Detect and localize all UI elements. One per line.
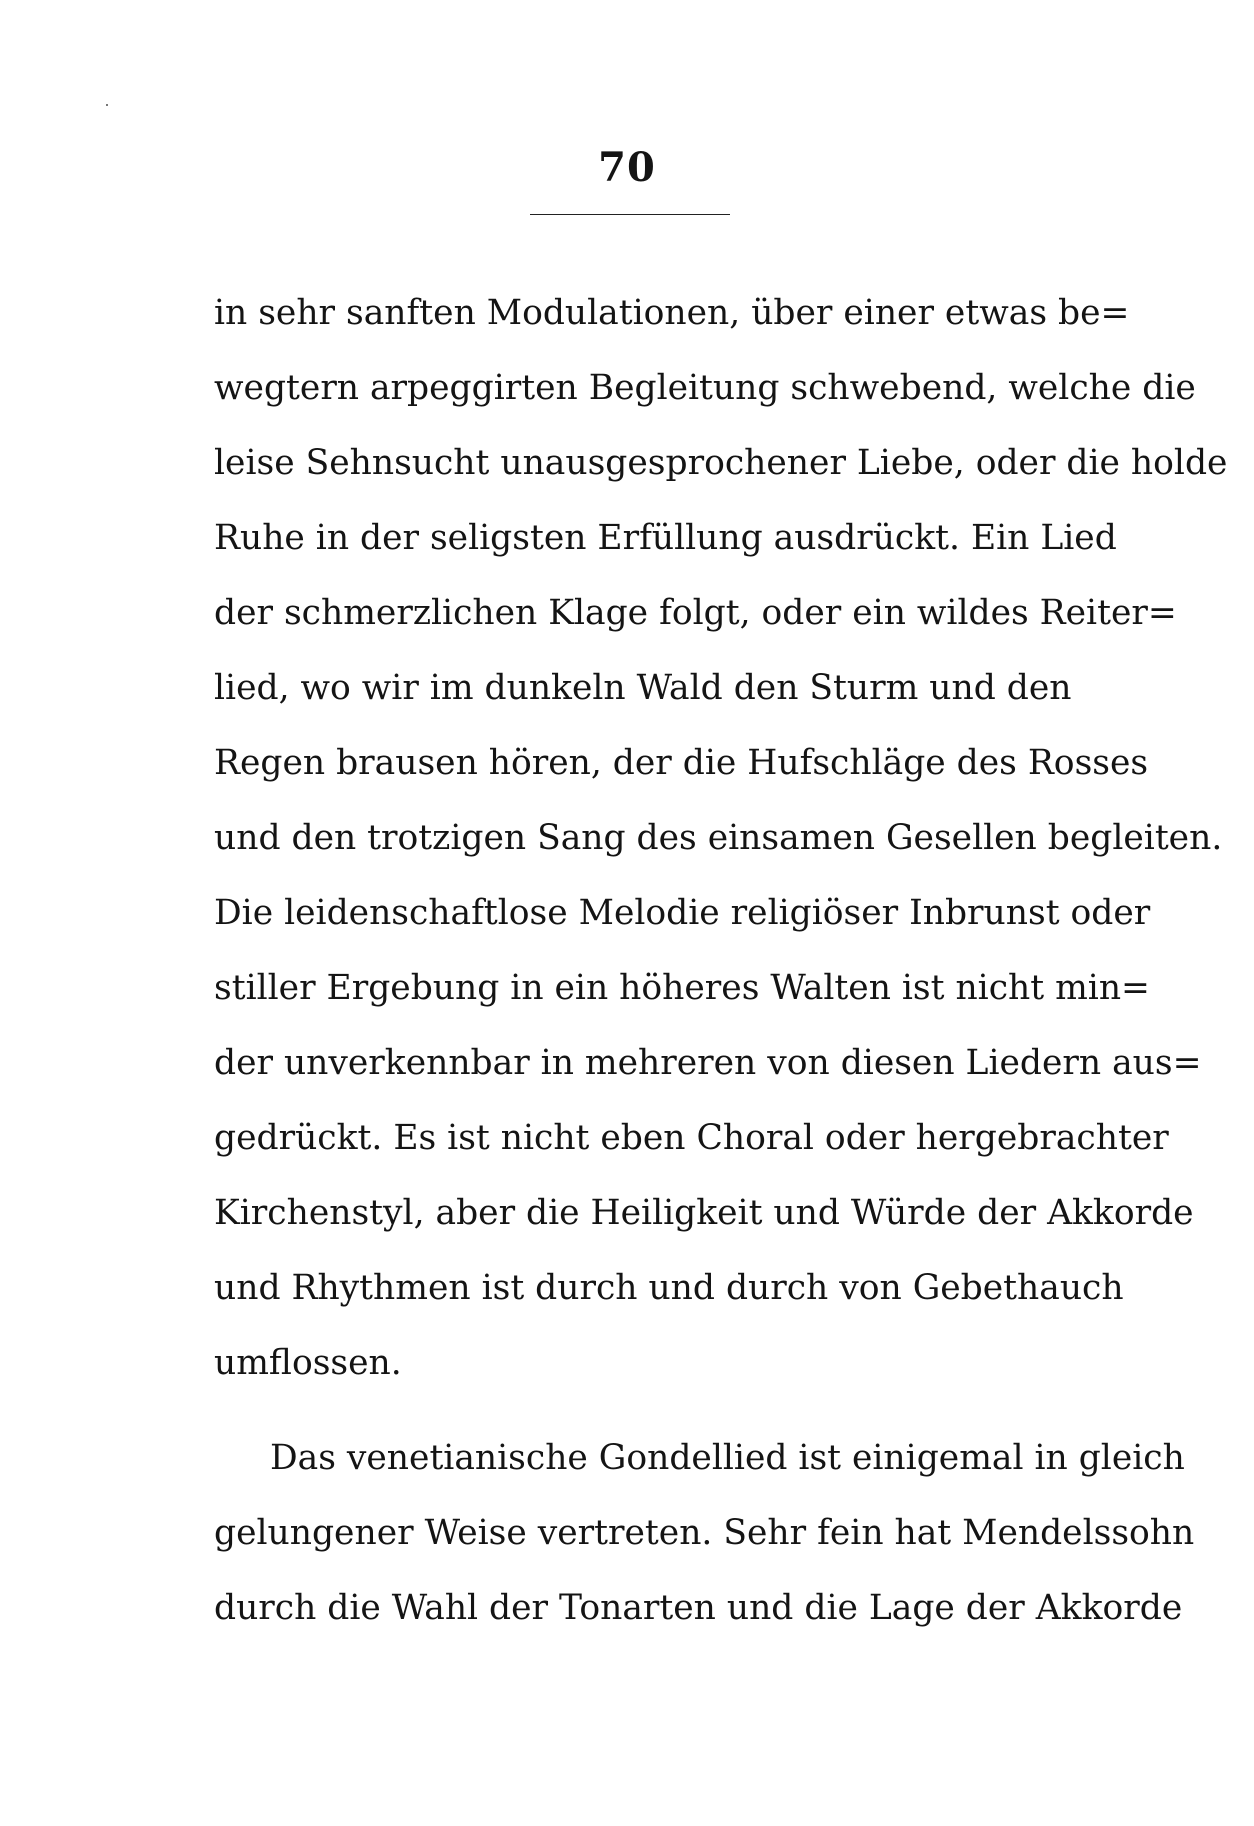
text-line: lied, wo wir im dunkeln Wald den Sturm und den <box>214 668 1072 708</box>
print-speck <box>106 104 108 106</box>
paragraph <box>214 276 1228 1401</box>
text-line: leise Sehnsucht unausgesprochener Liebe, oder die holde <box>214 443 1228 483</box>
text-line: Regen brausen hören, der die Hufschläge des Rosses <box>214 743 1149 783</box>
header-rule <box>530 214 730 215</box>
text-line: gelungener Weise vertreten. Sehr fein hat Mendelssohn <box>214 1513 1195 1553</box>
paragraph <box>214 1421 1195 1646</box>
text-line: Ruhe in der seligsten Erfüllung ausdrückt. Ein Lied <box>214 518 1117 558</box>
page-number: 70 <box>598 144 656 191</box>
text-line: gedrückt. Es ist nicht eben Choral oder hergebrachter <box>214 1118 1169 1158</box>
text-line: und Rhythmen ist durch und durch von Gebethauch <box>214 1268 1124 1308</box>
text-line: und den trotzigen Sang des einsamen Gesellen begleiten. <box>214 818 1223 858</box>
text-line: Kirchenstyl, aber die Heiligkeit und Würde der Akkorde <box>214 1193 1194 1233</box>
text-line: umflossen. <box>214 1343 402 1383</box>
text-line: stiller Ergebung in ein höheres Walten ist nicht min= <box>214 968 1150 1008</box>
text-line: Das venetianische Gondellied ist einigemal in gleich <box>270 1438 1185 1478</box>
paragraph-gap <box>214 1401 1046 1421</box>
body-text <box>214 276 1228 1646</box>
text-line: Die leidenschaftlose Melodie religiöser Inbrunst oder <box>214 893 1151 933</box>
text-line: durch die Wahl der Tonarten und die Lage der Akkorde <box>214 1588 1183 1628</box>
text-line: der schmerzlichen Klage folgt, oder ein wildes Reiter= <box>214 593 1177 633</box>
text-line: der unverkennbar in mehreren von diesen Liedern aus= <box>214 1043 1202 1083</box>
text-line: in sehr sanften Modulationen, über einer etwas be= <box>214 293 1130 333</box>
text-line: wegtern arpeggirten Begleitung schwebend, welche die <box>214 368 1196 408</box>
